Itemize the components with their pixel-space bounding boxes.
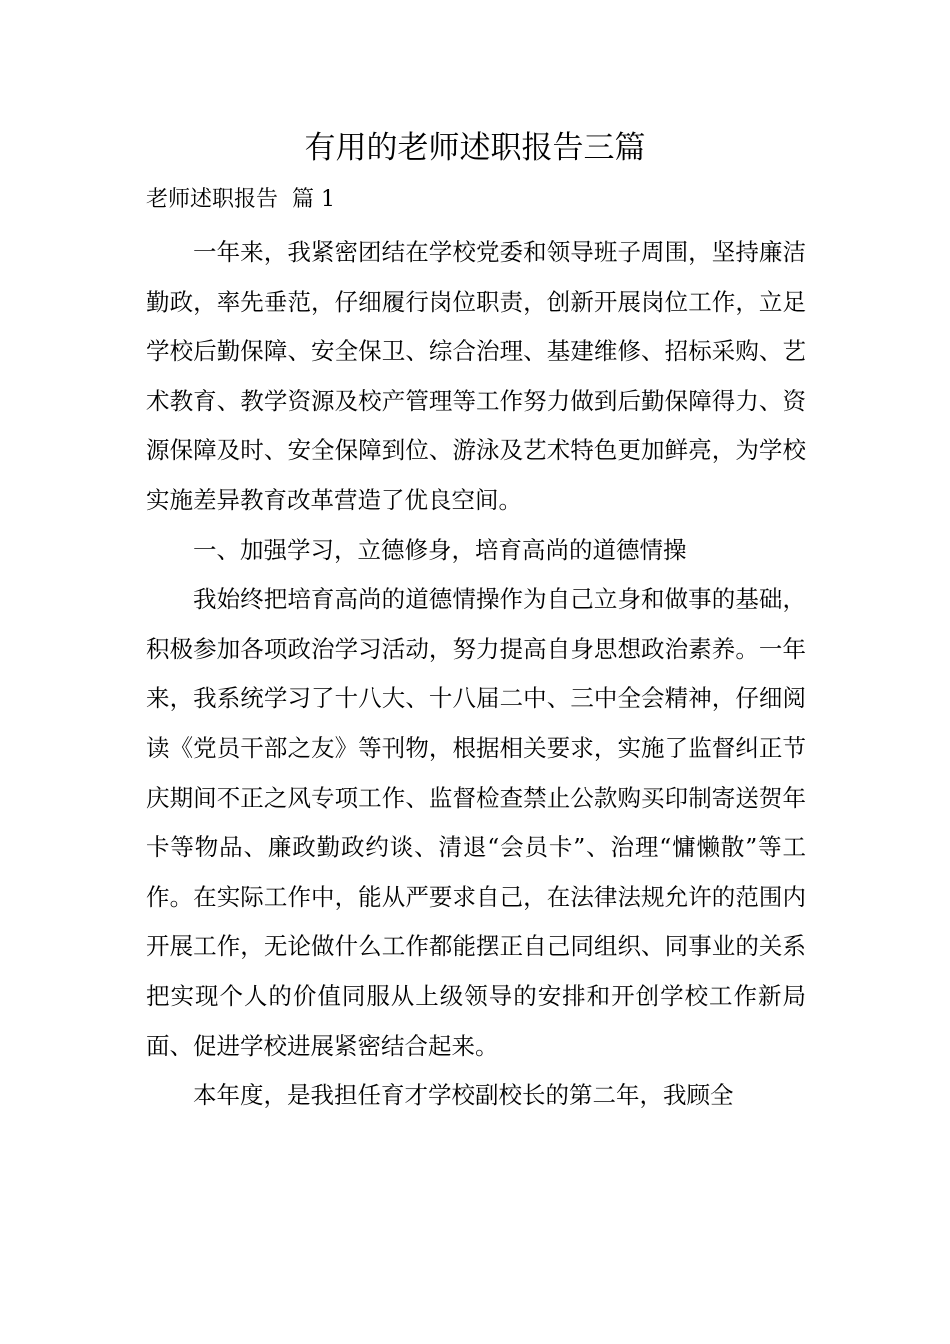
section-heading-1: 一、加强学习，立德修身，培育高尚的道德情操 xyxy=(193,535,687,564)
paragraph-study: 我始终把培育高尚的道德情操作为自己立身和做事的基础，积极参加各项政治学习活动，努力提高自身思想政治素养。一年来，我系统学习了十八大、十八届二中、三中全会精神，仔细阅读《党员干部之友》等刊物，根据相关要求，实施了监督纠正节庆期间不正之风专项工作、监督检查禁止公款购买印制寄送贺年卡等物品、廉政勤政约谈、清退“会员卡”、治理“慵懒散”等工作。在实际工作中，能从严要求自己，在法律法规允许的范围内开展工作，无论做什么工作都能摆正自己同组织、同事业的关系把实现个人的价值同服从上级领导的安排和开创学校工作新局面、促进学校进展紧密结合起来。 xyxy=(146,585,806,1060)
paragraph-intro: 一年来，我紧密团结在学校党委和领导班子周围，坚持廉洁勤政，率先垂范，仔细履行岗位职责，创新开展岗位工作，立足学校后勤保障、安全保卫、综合治理、基建维修、招标采购、艺术教育、教学资源及校产管理等工作努力做到后勤保障得力、资源保障及时、安全保障到位、游泳及艺术特色更加鲜亮，为学校实施差异教育改革营造了优良空间。 xyxy=(146,238,806,514)
document-body xyxy=(146,228,806,1121)
paragraph-this-year: 本年度，是我担任育才学校副校长的第二年，我顾全 xyxy=(193,1081,734,1110)
document-title: 有用的老师述职报告三篇 xyxy=(304,130,646,166)
section-subtitle: 老师述职报告 篇 1 xyxy=(146,187,335,212)
